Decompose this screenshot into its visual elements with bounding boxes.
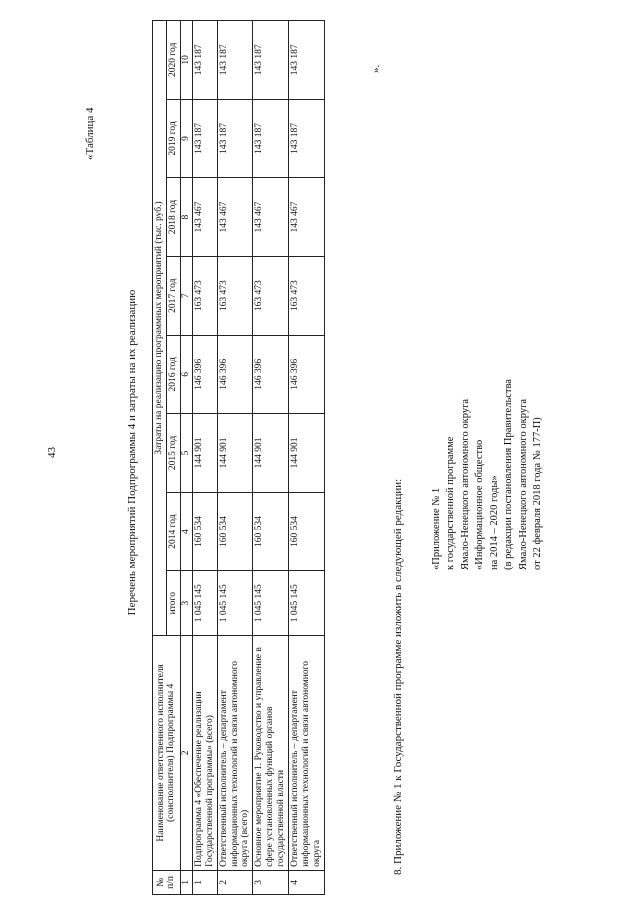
column-numbers-row <box>180 21 192 895</box>
cell-value: 163 473 <box>289 256 325 335</box>
column-number: 1 <box>180 870 192 894</box>
cell-value: 146 396 <box>192 335 217 414</box>
cell-value: 160 534 <box>192 492 217 571</box>
cell-value: 143 467 <box>217 178 253 257</box>
row-name: Подпрограмма 4 «Обеспечение реализации Государственной программы» (всего) <box>192 635 217 870</box>
cell-total: 1 045 145 <box>192 571 217 636</box>
header-year: 2020 год <box>166 21 180 100</box>
header-total: итого <box>166 571 180 636</box>
cell-value: 146 396 <box>253 335 289 414</box>
appendix-header-block <box>430 50 546 570</box>
header-year: 2014 год <box>166 492 180 571</box>
table-row <box>253 21 289 895</box>
table-row <box>289 21 325 895</box>
column-number: 10 <box>180 21 192 100</box>
header-costs: Затраты на реализацию программных мероприятий (тыс. руб.) <box>153 21 167 636</box>
row-name: Ответственный исполнитель – департамент информационных технологий и связи автономного округа <box>289 635 325 870</box>
cell-value: 143 187 <box>289 99 325 178</box>
row-number: 2 <box>217 870 253 894</box>
cell-value: 143 187 <box>253 21 289 100</box>
appendix-line: Ямало-Ненецкого автономного округа <box>517 398 529 570</box>
cell-value: 144 901 <box>192 414 217 493</box>
column-number: 9 <box>180 99 192 178</box>
cell-value: 163 473 <box>253 256 289 335</box>
appendix-line: (в редакции постановления Правительства <box>503 379 515 570</box>
cell-value: 160 534 <box>217 492 253 571</box>
appendix-line: к государственной программе <box>445 436 457 570</box>
table-number-label: «Таблица 4 <box>84 107 96 160</box>
column-number: 8 <box>180 178 192 257</box>
column-number: 5 <box>180 414 192 493</box>
appendix-title: «Приложение № 1 <box>431 487 442 570</box>
cell-value: 143 187 <box>192 99 217 178</box>
appendix-line: Ямало-Ненецкого автономного округа <box>459 398 471 570</box>
appendix-line: от 22 февраля 2018 года № 177-П) <box>532 417 544 570</box>
header-year: 2019 год <box>166 99 180 178</box>
cell-value: 146 396 <box>289 335 325 414</box>
header-year: 2015 год <box>166 414 180 493</box>
row-name: Основное мероприятие 1. Руководство и управление в сфере установленных функций органов государственной власти <box>253 635 289 870</box>
column-number: 3 <box>180 571 192 636</box>
column-number: 4 <box>180 492 192 571</box>
cell-value: 144 901 <box>217 414 253 493</box>
cell-total: 1 045 145 <box>253 571 289 636</box>
table-row <box>192 21 217 895</box>
page-number: 43 <box>46 447 58 458</box>
header-name: Наименование ответственного исполнителя (соисполнителя) Подпрограммы 4 <box>153 635 181 870</box>
column-number: 7 <box>180 256 192 335</box>
table-row <box>217 21 253 895</box>
row-number: 3 <box>253 870 289 894</box>
table-header-row-1 <box>153 21 167 895</box>
table-title: Перечень мероприятий Подпрограммы 4 и затраты на их реализацию <box>126 289 138 616</box>
cell-value: 143 187 <box>253 99 289 178</box>
cell-value: 143 187 <box>289 21 325 100</box>
closing-quote: ». <box>370 64 382 73</box>
column-number: 6 <box>180 335 192 414</box>
cell-value: 144 901 <box>253 414 289 493</box>
cell-value: 160 534 <box>253 492 289 571</box>
cell-value: 143 467 <box>192 178 217 257</box>
cell-value: 163 473 <box>192 256 217 335</box>
cell-total: 1 045 145 <box>217 571 253 636</box>
cell-value: 163 473 <box>217 256 253 335</box>
cell-value: 143 187 <box>217 21 253 100</box>
appendix-line: на 2014 – 2020 годы» <box>488 475 500 570</box>
cell-value: 143 467 <box>289 178 325 257</box>
header-year: 2017 год <box>166 256 180 335</box>
header-year: 2018 год <box>166 178 180 257</box>
costs-table <box>152 20 325 895</box>
appendix-line: «Информационное общество <box>474 439 486 570</box>
cell-value: 143 467 <box>253 178 289 257</box>
row-number: 4 <box>289 870 325 894</box>
appendix-instruction: 8. Приложение № 1 к Государственной программе изложить в следующей редакции: <box>392 478 404 875</box>
cell-value: 143 187 <box>217 99 253 178</box>
row-name: Ответственный исполнитель – департамент информационных технологий и связи автономного округа (всего) <box>217 635 253 870</box>
header-year: 2016 год <box>166 335 180 414</box>
cell-value: 160 534 <box>289 492 325 571</box>
cell-value: 146 396 <box>217 335 253 414</box>
row-number: 1 <box>192 870 217 894</box>
cell-total: 1 045 145 <box>289 571 325 636</box>
header-number: № п/п <box>153 870 181 894</box>
cell-value: 144 901 <box>289 414 325 493</box>
cell-value: 143 187 <box>192 21 217 100</box>
column-number: 2 <box>180 635 192 870</box>
